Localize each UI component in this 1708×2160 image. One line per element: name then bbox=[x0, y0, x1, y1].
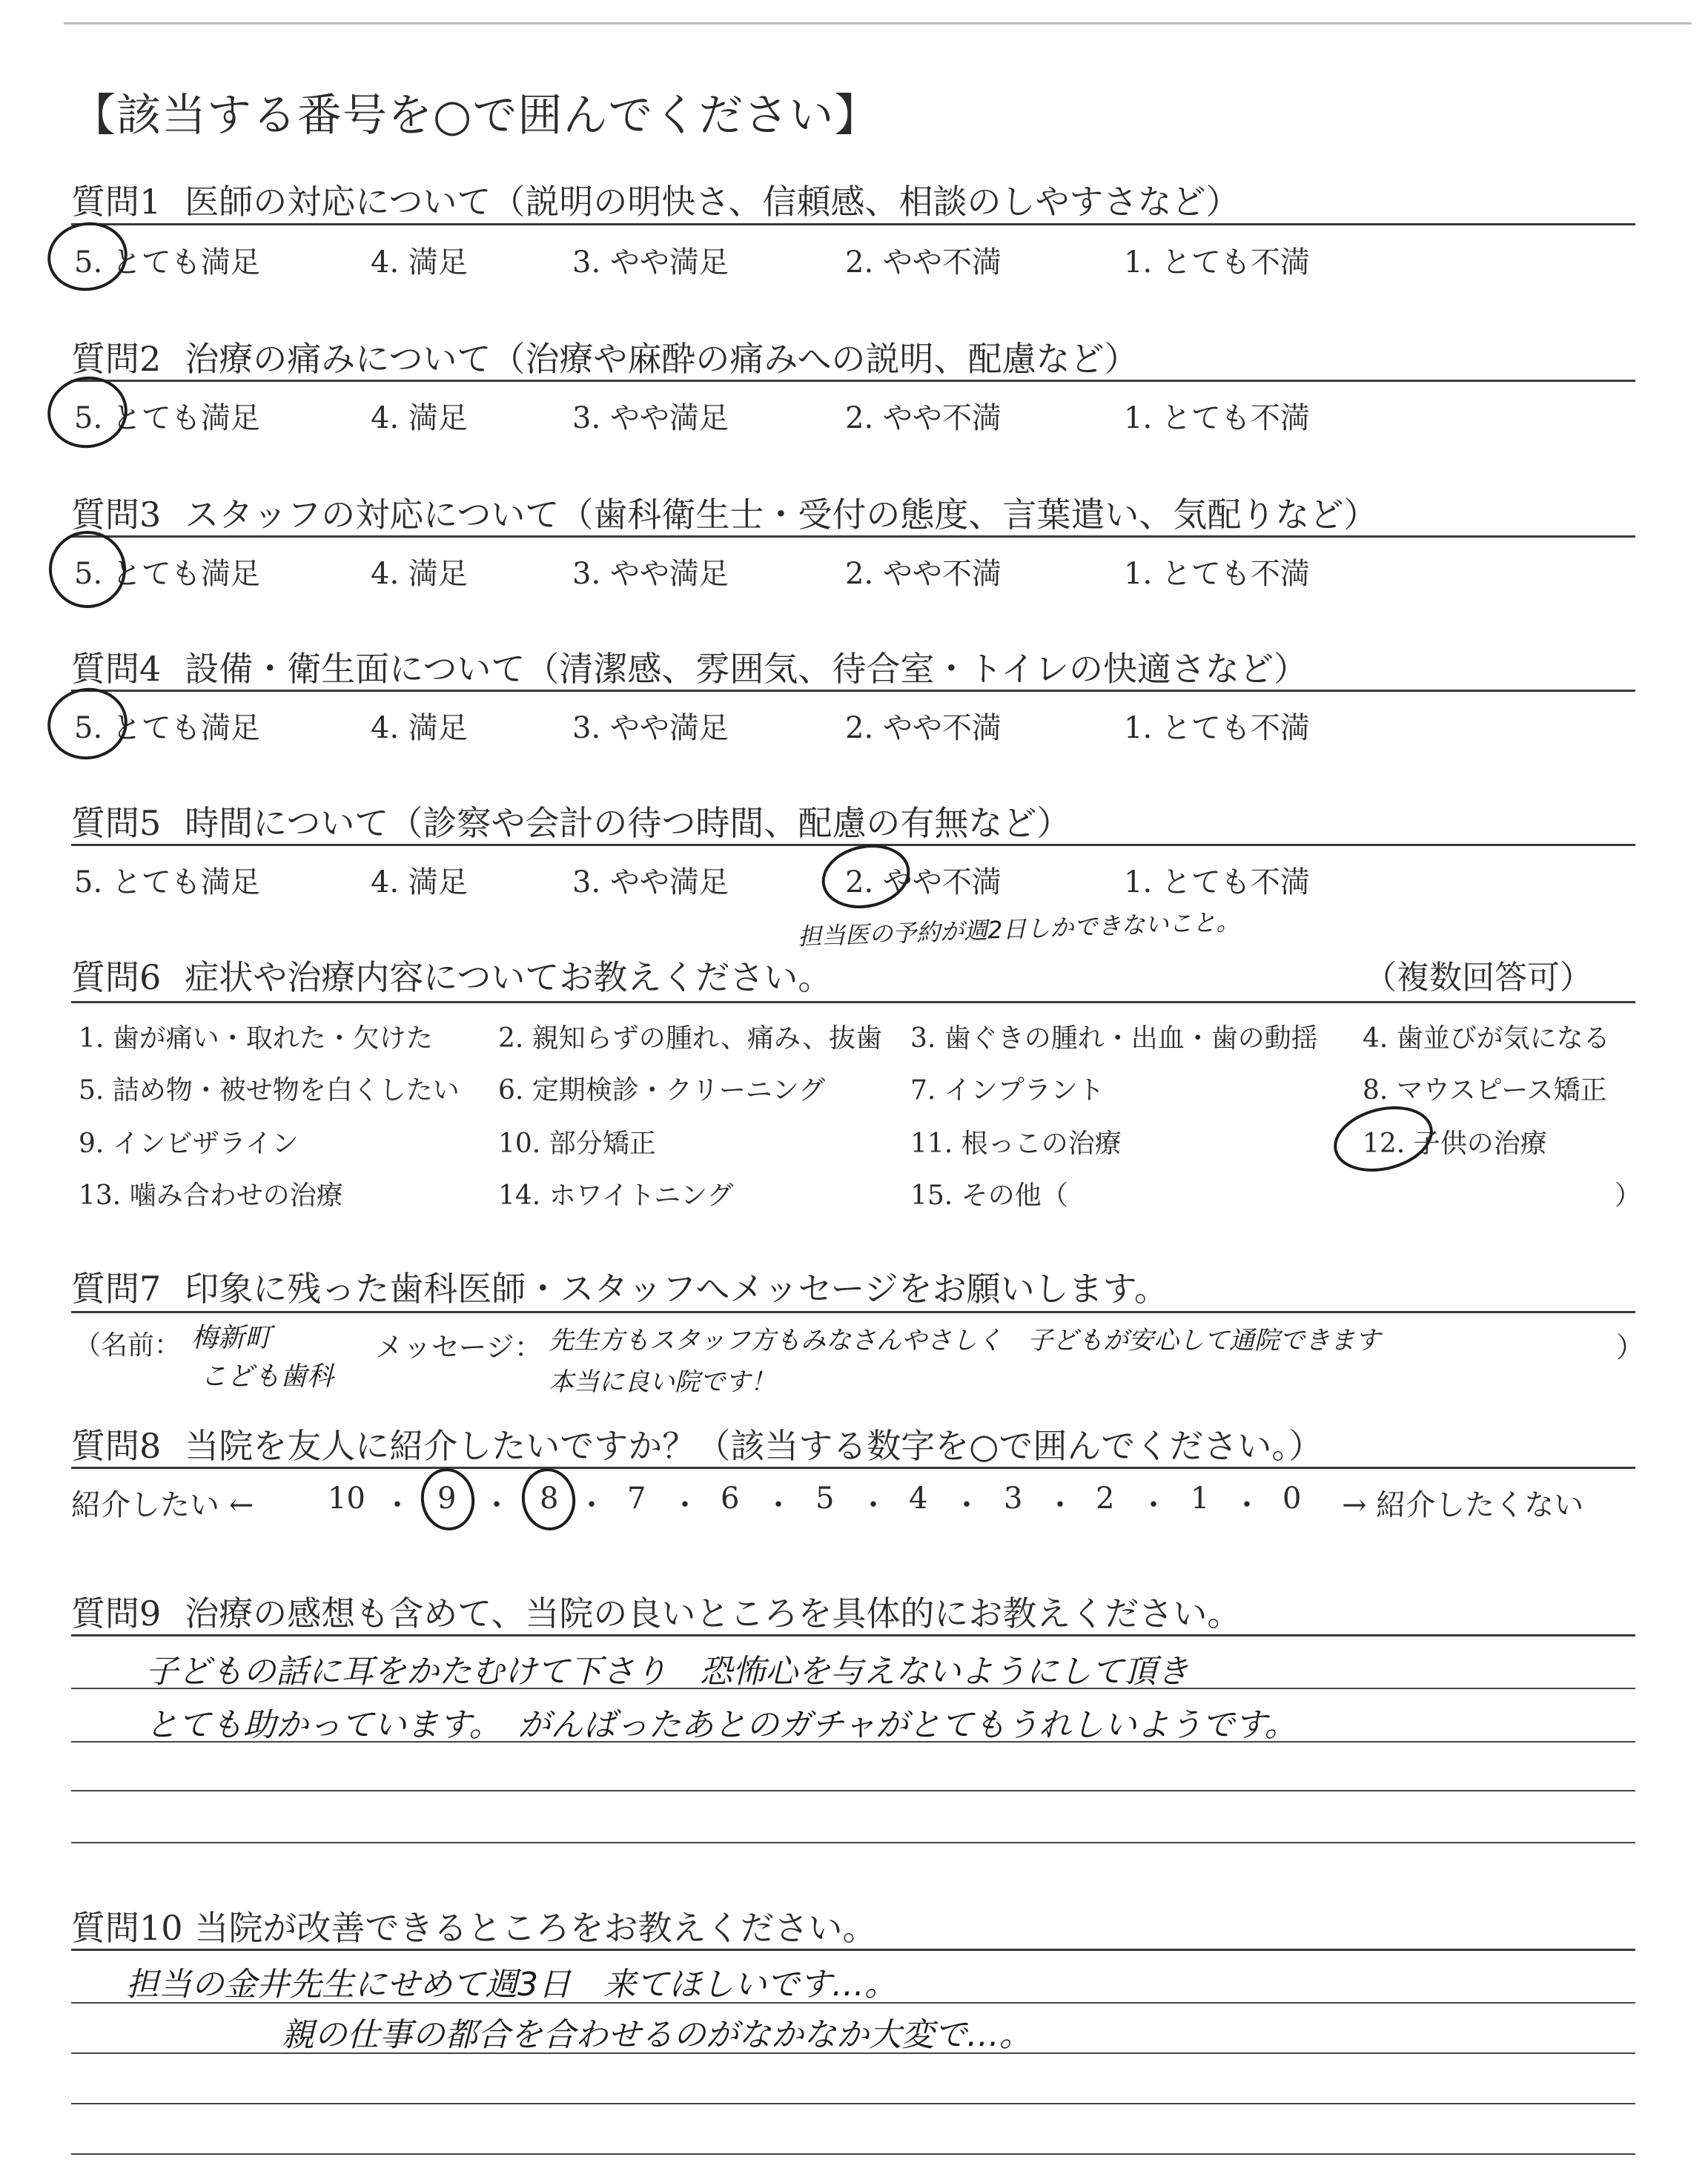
q6-item-4[interactable]: 4. 歯並びが気になる bbox=[1363, 1023, 1610, 1054]
q8-scale-9[interactable]: 9 bbox=[437, 1482, 457, 1516]
q6-item-10[interactable]: 10. 部分矯正 bbox=[498, 1129, 656, 1159]
q2-choice-3[interactable]: 3. やや満足 bbox=[572, 401, 729, 435]
q8-scale-dot: ・ bbox=[952, 1488, 982, 1522]
q8-scale-dot: ・ bbox=[1139, 1488, 1168, 1522]
q4-choice-4[interactable]: 4. 満足 bbox=[371, 711, 468, 745]
question-6-rule bbox=[71, 1001, 1635, 1003]
question-8 bbox=[71, 1419, 1323, 1468]
question-9-rule bbox=[71, 1634, 1635, 1636]
question-text: 当院が改善できるところをお教えください。 bbox=[194, 1908, 877, 1948]
q6-item-14[interactable]: 14. ホワイトニング bbox=[498, 1180, 734, 1211]
q1-choice-2[interactable]: 2. やや不満 bbox=[845, 245, 1002, 280]
q8-scale-dot: ・ bbox=[577, 1488, 606, 1522]
q8-scale-dot: ・ bbox=[764, 1488, 793, 1522]
q1-choice-4[interactable]: 4. 満足 bbox=[371, 245, 468, 280]
q7-message-label: メッセージ： bbox=[375, 1331, 543, 1364]
q6-multiple-answers-note: （複数回答可） bbox=[1364, 959, 1592, 997]
question-4 bbox=[71, 642, 1308, 691]
q8-scale-2[interactable]: 2 bbox=[1096, 1482, 1115, 1516]
question-text: 治療の痛みについて（治療や麻酔の痛みへの説明、配慮など） bbox=[185, 339, 1139, 379]
q8-scale-0[interactable]: 0 bbox=[1282, 1482, 1302, 1516]
q10-answer-line-1[interactable]: 担当の金井先生にせめて週3日 来てほしいです…。 bbox=[126, 1966, 897, 2004]
page-header: 【該当する番号を○で囲んでください】 bbox=[71, 90, 880, 142]
question-3-rule bbox=[71, 535, 1635, 538]
question-number: 質問6 bbox=[71, 957, 162, 997]
q8-scale-1[interactable]: 1 bbox=[1191, 1482, 1210, 1516]
q8-scale-4[interactable]: 4 bbox=[909, 1482, 928, 1516]
question-text: スタッフの対応について（歯科衛生士・受付の態度、言葉遣い、気配りなど） bbox=[185, 495, 1378, 535]
q6-item-7[interactable]: 7. インプラント bbox=[910, 1075, 1105, 1106]
question-1 bbox=[71, 175, 1240, 224]
q4-choice-2[interactable]: 2. やや不満 bbox=[845, 711, 1002, 745]
q5-choice-2[interactable]: 2. やや不満 bbox=[845, 865, 1002, 899]
question-2 bbox=[71, 332, 1138, 381]
q8-scale-dot: ・ bbox=[383, 1488, 412, 1522]
question-number: 質問4 bbox=[71, 649, 162, 689]
q4-choice-5[interactable]: 5. とても満足 bbox=[74, 711, 260, 745]
q9-answer-line-1[interactable]: 子どもの話に耳をかたむけて下さり 恐怖心を与えないようにして頂き bbox=[145, 1653, 1189, 1691]
q3-choice-4[interactable]: 4. 満足 bbox=[371, 557, 468, 591]
q9-answer-rule-4 bbox=[71, 1842, 1635, 1843]
question-number: 質問9 bbox=[71, 1593, 162, 1634]
question-4-rule bbox=[71, 690, 1635, 692]
q8-scale-5[interactable]: 5 bbox=[815, 1482, 835, 1516]
question-3 bbox=[71, 488, 1377, 537]
q8-scale-8[interactable]: 8 bbox=[540, 1482, 559, 1516]
q7-message-line-2[interactable]: 本当に良い院です！ bbox=[549, 1367, 775, 1397]
question-5-rule bbox=[71, 844, 1635, 846]
q5-choice-4[interactable]: 4. 満足 bbox=[371, 865, 468, 899]
q10-answer-rule-4 bbox=[71, 2153, 1635, 2155]
question-5 bbox=[71, 796, 1070, 845]
question-10 bbox=[71, 1901, 877, 1950]
q1-choice-3[interactable]: 3. やや満足 bbox=[572, 245, 729, 280]
q6-item-6[interactable]: 6. 定期検診・クリーニング bbox=[498, 1075, 826, 1106]
q5-choice-1[interactable]: 1. とても不満 bbox=[1124, 865, 1310, 899]
question-number: 質問1 bbox=[71, 182, 162, 222]
q10-answer-rule-2 bbox=[71, 2052, 1635, 2054]
question-9 bbox=[71, 1587, 1241, 1636]
q5-choice-5[interactable]: 5. とても満足 bbox=[74, 865, 260, 899]
question-text: 医師の対応について（説明の明快さ、信頼感、相談のしやすさなど） bbox=[185, 182, 1240, 222]
q3-choice-1[interactable]: 1. とても不満 bbox=[1124, 557, 1310, 591]
q8-scale-dot: ・ bbox=[1045, 1488, 1075, 1522]
q6-item-5[interactable]: 5. 詰め物・被せ物を白くしたい bbox=[79, 1075, 460, 1106]
q6-item-12[interactable]: 12. 子供の治療 bbox=[1363, 1129, 1547, 1159]
q7-close-paren: ） bbox=[1616, 1331, 1645, 1364]
question-text: 設備・衛生面について（清潔感、雰囲気、待合室・トイレの快適さなど） bbox=[185, 649, 1308, 689]
question-7-rule bbox=[71, 1311, 1635, 1313]
question-number: 質問10 bbox=[71, 1908, 183, 1948]
q10-answer-line-2[interactable]: 親の仕事の都合を合わせるのがなかなか大変で…。 bbox=[282, 2016, 1032, 2054]
q5-handwritten-note: 担当医の予約が週2日しかできないこと。 bbox=[797, 907, 1240, 951]
q5-choice-3[interactable]: 3. やや満足 bbox=[572, 865, 729, 899]
q9-answer-rule-3 bbox=[71, 1790, 1635, 1791]
q6-item-3[interactable]: 3. 歯ぐきの腫れ・出血・歯の動揺 bbox=[910, 1023, 1318, 1054]
q7-name-label: （名前： bbox=[74, 1330, 182, 1361]
question-6 bbox=[71, 951, 832, 1000]
question-2-rule bbox=[71, 380, 1635, 382]
q8-scale-dot: ・ bbox=[858, 1488, 888, 1522]
q1-choice-1[interactable]: 1. とても不満 bbox=[1124, 245, 1310, 280]
q9-answer-line-2[interactable]: とても助かっています。 がんばったあとのガチャがとてもうれしいようです。 bbox=[145, 1706, 1297, 1744]
q4-choice-1[interactable]: 1. とても不満 bbox=[1124, 711, 1310, 745]
q8-scale-10[interactable]: 10 bbox=[328, 1482, 365, 1516]
question-number: 質問5 bbox=[71, 803, 162, 843]
q2-choice-4[interactable]: 4. 満足 bbox=[371, 401, 468, 435]
q8-scale-7[interactable]: 7 bbox=[627, 1482, 646, 1516]
q2-choice-2[interactable]: 2. やや不満 bbox=[845, 401, 1002, 435]
q9-answer-rule-1 bbox=[71, 1688, 1635, 1689]
q7-name-value-1[interactable]: 梅新町 bbox=[191, 1323, 272, 1353]
question-number: 質問3 bbox=[71, 495, 162, 535]
question-text: 症状や治療内容についてお教えください。 bbox=[185, 957, 833, 997]
question-number: 質問8 bbox=[71, 1426, 162, 1466]
q7-message-line-1[interactable]: 先生方もスタッフ方もみなさんやさしく 子どもが安心して通院できます bbox=[549, 1326, 1380, 1355]
q3-choice-3[interactable]: 3. やや満足 bbox=[572, 557, 729, 591]
q3-choice-5[interactable]: 5. とても満足 bbox=[74, 557, 260, 591]
question-number: 質問7 bbox=[71, 1269, 162, 1309]
question-7 bbox=[71, 1262, 1168, 1311]
q6-item-9[interactable]: 9. インビザライン bbox=[79, 1129, 299, 1159]
top-border bbox=[64, 22, 1692, 24]
q6-item-15[interactable]: 15. その他（ bbox=[910, 1180, 1068, 1211]
question-text: 印象に残った歯科医師・スタッフへメッセージをお願いします。 bbox=[185, 1269, 1168, 1309]
q2-choice-1[interactable]: 1. とても不満 bbox=[1124, 401, 1310, 435]
q10-answer-rule-3 bbox=[71, 2103, 1635, 2104]
question-10-rule bbox=[71, 1949, 1635, 1951]
question-1-rule bbox=[71, 223, 1635, 225]
question-8-rule bbox=[71, 1467, 1635, 1469]
q2-choice-5[interactable]: 5. とても満足 bbox=[74, 401, 260, 435]
q6-item-11[interactable]: 11. 根っこの治療 bbox=[910, 1129, 1122, 1159]
q8-scale-dot: ・ bbox=[670, 1488, 700, 1522]
q8-scale-dot: ・ bbox=[1232, 1488, 1262, 1522]
q8-scale-dot: ・ bbox=[482, 1488, 512, 1522]
question-number: 質問2 bbox=[71, 339, 162, 379]
q8-scale-left-label: 紹介したい ← bbox=[71, 1488, 254, 1522]
q8-scale-6[interactable]: 6 bbox=[721, 1482, 740, 1516]
q4-choice-3[interactable]: 3. やや満足 bbox=[572, 711, 729, 745]
question-text: 治療の感想も含めて、当院の良いところを具体的にお教えください。 bbox=[185, 1593, 1242, 1634]
q7-name-value-2[interactable]: こども歯科 bbox=[200, 1361, 334, 1392]
q6-item-13[interactable]: 13. 噛み合わせの治療 bbox=[79, 1180, 343, 1211]
q6-item-2[interactable]: 2. 親知らずの腫れ、痛み、抜歯 bbox=[498, 1023, 883, 1054]
question-text: 時間について（診察や会計の待つ時間、配慮の有無など） bbox=[185, 803, 1071, 843]
q10-answer-rule-1 bbox=[71, 2002, 1635, 2004]
q6-item-8[interactable]: 8. マウスピース矯正 bbox=[1363, 1075, 1607, 1106]
q9-answer-rule-2 bbox=[71, 1741, 1635, 1743]
q8-scale-3[interactable]: 3 bbox=[1004, 1482, 1023, 1516]
q1-choice-5[interactable]: 5. とても満足 bbox=[74, 245, 260, 280]
question-text: 当院を友人に紹介したいですか？（該当する数字を○で囲んでください。） bbox=[185, 1426, 1323, 1466]
q6-other-close: ） bbox=[1615, 1180, 1642, 1211]
q3-choice-2[interactable]: 2. やや不満 bbox=[845, 557, 1002, 591]
q8-scale-right-label: → 紹介したくない bbox=[1342, 1488, 1584, 1522]
q6-item-1[interactable]: 1. 歯が痛い・取れた・欠けた bbox=[79, 1023, 433, 1054]
